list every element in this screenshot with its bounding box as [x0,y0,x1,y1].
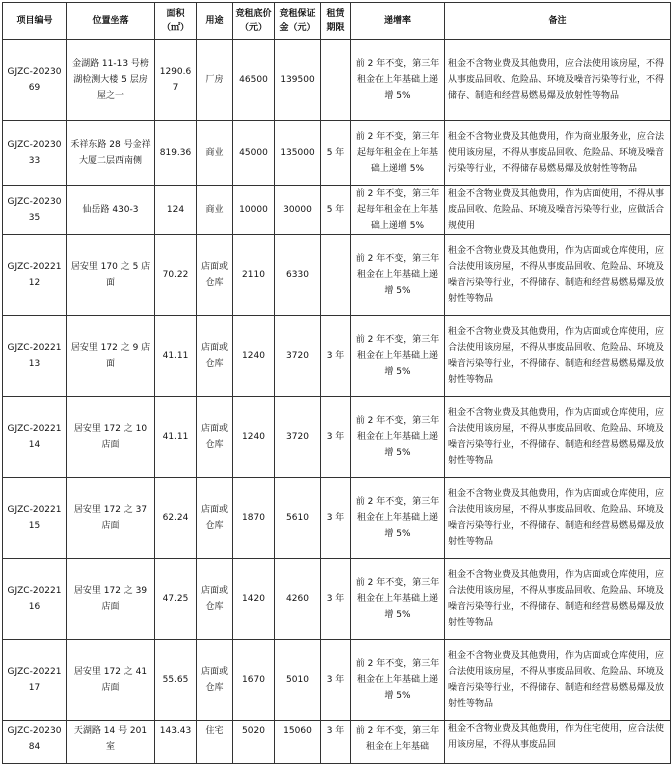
cell-area: 70.22 [155,235,197,316]
header-row [3,3,671,40]
cell-increase: 前 2 年不变，第三年租金在上年基础上递增 5% [351,640,445,721]
cell-increase: 前 2 年不变，第三年起每年租金在上年基础上递增 5% [351,186,445,235]
cell-code: GJZC-2022116 [3,559,67,640]
cell-deposit: 5010 [275,640,321,721]
cell-code: GJZC-2023084 [3,721,67,764]
cell-deposit: 3720 [275,316,321,397]
table-row [3,559,671,640]
table-row [3,397,671,478]
table-row [3,721,671,764]
cell-use: 商业 [197,121,233,186]
header-use: 用途 [197,3,233,40]
cell-area: 41.11 [155,316,197,397]
cell-area: 124 [155,186,197,235]
cell-code: GJZC-2023069 [3,40,67,121]
cell-base-rent: 5020 [233,721,275,764]
cell-increase: 前 2 年不变，第三年租金在上年基础 [351,721,445,764]
cell-increase: 前 2 年不变，第三年租金在上年基础上递增 5% [351,316,445,397]
cell-term: 3 年 [321,316,351,397]
table-row [3,40,671,121]
cell-use: 店面或仓库 [197,235,233,316]
cell-term: 3 年 [321,721,351,764]
lease-table [2,2,671,764]
cell-deposit: 3720 [275,397,321,478]
cell-base-rent: 1240 [233,397,275,478]
cell-term [321,40,351,121]
cell-use: 店面或仓库 [197,478,233,559]
header-increase: 递增率 [351,3,445,40]
cell-increase: 前 2 年不变，第三年租金在上年基础上递增 5% [351,559,445,640]
cell-remark: 租金不含物业费及其他费用，作为店面或仓库使用，应合法使用该房屋，不得从事废品回收、危险品、环境及噪音污染等行业，不得储存、制造和经营易燃易爆及放射性等物品 [445,559,671,640]
cell-term: 3 年 [321,640,351,721]
cell-base-rent: 1870 [233,478,275,559]
cell-location: 居安里 172 之 37 店面 [67,478,155,559]
cell-remark: 租金不含物业费及其他费用，作为店面或仓库使用，应合法使用该房屋，不得从事废品回收、危险品、环境及噪音污染等行业，不得储存、制造和经营易燃易爆及放射性等物品 [445,640,671,721]
cell-deposit: 15060 [275,721,321,764]
cell-deposit: 6330 [275,235,321,316]
cell-use: 店面或仓库 [197,397,233,478]
cell-remark: 租金不含物业费及其他费用，作为店面或仓库使用，应合法使用该房屋，不得从事废品回收、危险品、环境及噪音污染等行业，不得储存、制造和经营易燃易爆及放射性等物品 [445,316,671,397]
cell-area: 819.36 [155,121,197,186]
header-base-rent: 竞租底价（元） [233,3,275,40]
cell-area: 41.11 [155,397,197,478]
cell-code: GJZC-2022113 [3,316,67,397]
cell-base-rent: 1420 [233,559,275,640]
cell-use: 店面或仓库 [197,559,233,640]
cell-increase: 前 2 年不变，第三年租金在上年基础上递增 5% [351,397,445,478]
cell-base-rent: 10000 [233,186,275,235]
cell-base-rent: 1240 [233,316,275,397]
cell-base-rent: 45000 [233,121,275,186]
cell-code: GJZC-2022114 [3,397,67,478]
cell-increase: 前 2 年不变，第三年租金在上年基础上递增 5% [351,478,445,559]
cell-location: 金湖路 11-13 号榜湖检测大楼 5 层房屋之一 [67,40,155,121]
cell-location: 居安里 170 之 5 店面 [67,235,155,316]
cell-remark: 租金不含物业费及其他费用，作为店面或仓库使用，应合法使用该房屋，不得从事废品回收、危险品、环境及噪音污染等行业，不得储存、制造和经营易燃易爆及放射性等物品 [445,235,671,316]
cell-increase: 前 2 年不变，第三年租金在上年基础上递增 5% [351,235,445,316]
cell-deposit: 5610 [275,478,321,559]
cell-location: 禾祥东路 28 号金祥大厦二层西南侧 [67,121,155,186]
cell-base-rent: 1670 [233,640,275,721]
cell-remark: 租金不含物业费及其他费用，作为店面或仓库使用，应合法使用该房屋，不得从事废品回收、危险品、环境及噪音污染等行业，不得储存、制造和经营易燃易爆及放射性等物品 [445,478,671,559]
header-location: 位置坐落 [67,3,155,40]
cell-code: GJZC-2022115 [3,478,67,559]
cell-term: 3 年 [321,478,351,559]
cell-location: 仙岳路 430-3 [67,186,155,235]
header-area: 面积（㎡） [155,3,197,40]
cell-base-rent: 2110 [233,235,275,316]
cell-area: 47.25 [155,559,197,640]
table-row [3,121,671,186]
cell-term: 3 年 [321,559,351,640]
cell-deposit: 4260 [275,559,321,640]
cell-code: GJZC-2023033 [3,121,67,186]
cell-remark: 租金不含物业费及其他费用，作为店面或仓库使用，应合法使用该房屋，不得从事废品回收、危险品、环境及噪音污染等行业，不得储存、制造和经营易燃易爆及放射性等物品 [445,397,671,478]
table-row [3,186,671,235]
cell-area: 143.43 [155,721,197,764]
cell-base-rent: 46500 [233,40,275,121]
cell-code: GJZC-2023035 [3,186,67,235]
cell-term: 5 年 [321,186,351,235]
cell-deposit: 135000 [275,121,321,186]
cell-area: 62.24 [155,478,197,559]
cell-deposit: 139500 [275,40,321,121]
cell-term: 5 年 [321,121,351,186]
table-row [3,316,671,397]
cell-term [321,235,351,316]
cell-remark: 租金不含物业费及其他费用，作为住宅使用，应合法使用该房屋，不得从事废品回 [445,721,671,764]
header-deposit: 竞租保证金（元） [275,3,321,40]
cell-remark: 租金不含物业费及其他费用，应合法使用该房屋，不得从事废品回收、危险品、环境及噪音污染等行业，不得储存、制造和经营易燃易爆及放射性等物品 [445,40,671,121]
cell-location: 居安里 172 之 39 店面 [67,559,155,640]
cell-location: 居安里 172 之 41 店面 [67,640,155,721]
cell-use: 住宅 [197,721,233,764]
cell-code: GJZC-2022117 [3,640,67,721]
cell-use: 厂房 [197,40,233,121]
cell-remark: 租金不含物业费及其他费用，作为店面使用，不得从事废品回收、危险品、环境及噪音污染等行业，应做活合规使用 [445,186,671,235]
header-remark: 备注 [445,3,671,40]
table-row [3,478,671,559]
header-code: 项目编号 [3,3,67,40]
table-row [3,235,671,316]
cell-area: 1290.67 [155,40,197,121]
cell-location: 居安里 172 之 9 店面 [67,316,155,397]
cell-code: GJZC-2022112 [3,235,67,316]
table-row [3,640,671,721]
cell-location: 天湖路 14 号 201 室 [67,721,155,764]
cell-use: 店面或仓库 [197,640,233,721]
header-term: 租赁期限 [321,3,351,40]
cell-area: 55.65 [155,640,197,721]
cell-remark: 租金不含物业费及其他费用，作为商业服务业，应合法使用该房屋，不得从事废品回收、危险品、环境及噪音污染等行业，不得储存易燃易爆及放射性等物品 [445,121,671,186]
cell-term: 3 年 [321,397,351,478]
cell-use: 商业 [197,186,233,235]
cell-increase: 前 2 年不变，第三年起每年租金在上年基础上递增 5% [351,121,445,186]
cell-deposit: 30000 [275,186,321,235]
cell-location: 居安里 172 之 10 店面 [67,397,155,478]
cell-use: 店面或仓库 [197,316,233,397]
cell-increase: 前 2 年不变，第三年租金在上年基础上递增 5% [351,40,445,121]
